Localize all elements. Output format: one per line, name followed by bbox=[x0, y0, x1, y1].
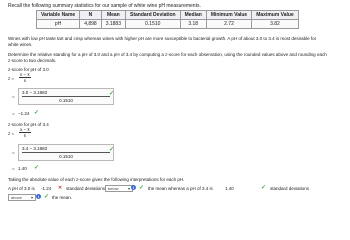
cell-max: 3.82 bbox=[252, 20, 299, 29]
header-variable-name: Variable Name bbox=[37, 11, 80, 20]
cell-sd: 0.1510 bbox=[126, 20, 181, 29]
zscore2-input-numerator: 3.4 − 3.1883 bbox=[22, 146, 48, 151]
zscore1-formula bbox=[19, 72, 31, 83]
interp-select2-check-icon: ✓ bbox=[44, 194, 50, 200]
interp-select1[interactable] bbox=[105, 185, 133, 192]
zscore2-z-label bbox=[8, 131, 14, 136]
zscore1-input-numerator: 3.0 − 3.1883 bbox=[22, 90, 48, 95]
zscore2-input-check-icon: ✓ bbox=[109, 147, 115, 153]
cell-variable: pH bbox=[37, 20, 80, 29]
zscore1-input-check-icon: ✓ bbox=[109, 91, 115, 97]
interp-value2[interactable]: 1.40 bbox=[225, 186, 234, 191]
intro-text: Recall the following summary statistics for our sample of white wine pH measurements. bbox=[8, 3, 201, 9]
interp-select2-value: above bbox=[11, 195, 22, 200]
paragraph-instructions-line2: z-score to two decimals. bbox=[8, 58, 57, 63]
interpretation-intro: Taking the absolute value of each z-score gives the following interpretations for each pH. bbox=[8, 177, 185, 182]
zscore1-title: z-score for pH of 3.0 bbox=[8, 67, 49, 72]
zscore2-input[interactable] bbox=[18, 144, 114, 161]
zscore1-equals-2: = bbox=[12, 94, 15, 99]
header-median: Median bbox=[180, 11, 206, 20]
interp-part2: standard deviations bbox=[66, 186, 106, 191]
header-maximum-value: Maximum Value bbox=[252, 11, 299, 20]
cell-min: 2.72 bbox=[206, 20, 251, 29]
zscore2-equals: = bbox=[11, 131, 15, 136]
cell-mean: 3.1883 bbox=[101, 20, 125, 29]
interp-select2-info-icon[interactable]: i bbox=[37, 194, 40, 199]
header-mean: Mean bbox=[101, 11, 125, 20]
interp-select2-chevron-down-icon: ▾ bbox=[30, 195, 33, 200]
header-standard-deviation: Standard Deviation bbox=[126, 11, 181, 20]
header-n: N bbox=[80, 11, 102, 20]
cell-median: 3.18 bbox=[180, 20, 206, 29]
zscore2-equals-3: = bbox=[12, 166, 15, 171]
zscore1-z-label bbox=[8, 76, 14, 81]
interp-part1: A pH of 3.0 is bbox=[8, 186, 35, 191]
zscore1-input[interactable] bbox=[18, 88, 114, 105]
zscore1-z: z bbox=[8, 76, 11, 81]
summary-header-row bbox=[37, 11, 299, 20]
zscore1-equals-3: = bbox=[12, 111, 15, 116]
zscore1-formula-numerator: x − x̄ bbox=[20, 72, 30, 77]
interp-part5: the mean. bbox=[52, 195, 73, 200]
interp-part4: standard deviations bbox=[270, 186, 310, 191]
interp-value1-cross-icon: ✕ bbox=[58, 185, 63, 191]
paragraph-instructions-line1: Determine the relative standing for a pH of 3.0 and a pH of 3.4 by computing a z-score for each observation, using the rounded values above and rounding each bbox=[8, 52, 327, 57]
paragraph-ph-line2: white wines. bbox=[8, 42, 33, 47]
paragraph-ph-line1: Wines with low pH taste tart and crisp whereas wines with higher pH are more susceptible to bacterial growth. A pH of about 3.0 to 3.4 is most desirable for bbox=[8, 36, 317, 41]
zscore1-formula-denominator: s bbox=[23, 78, 26, 83]
interp-select1-check-icon: ✓ bbox=[139, 185, 145, 191]
zscore2-equals-2: = bbox=[12, 150, 15, 155]
zscore2-title: z-score for pH of 3.4 bbox=[8, 122, 49, 127]
summary-table bbox=[36, 10, 299, 29]
interp-select1-info-icon[interactable]: i bbox=[132, 185, 135, 190]
zscore2-z: z bbox=[8, 131, 11, 136]
summary-row-ph bbox=[37, 20, 299, 29]
zscore1-input-denominator: 0.1510 bbox=[22, 96, 110, 103]
interp-part3: the mean whereas a pH of 3.4 is bbox=[148, 186, 213, 191]
header-minimum-value: Minimum Value bbox=[206, 11, 251, 20]
zscore1-result-check-icon: ✓ bbox=[34, 110, 40, 116]
zscore1-result: −1.24 bbox=[18, 111, 30, 116]
interp-select2[interactable] bbox=[8, 194, 36, 201]
zscore1-equals: = bbox=[11, 76, 15, 81]
zscore2-formula-numerator: x − x̄ bbox=[20, 127, 30, 132]
interp-select1-value: below bbox=[108, 186, 119, 191]
interp-value2-check-icon: ✓ bbox=[261, 185, 267, 191]
interp-value1[interactable]: -1.24 bbox=[41, 186, 52, 191]
zscore2-input-denominator: 0.1510 bbox=[22, 152, 110, 159]
cell-n: 4,898 bbox=[80, 20, 102, 29]
zscore2-formula bbox=[19, 127, 31, 138]
interp-select1-chevron-down-icon: ▾ bbox=[127, 186, 130, 191]
zscore2-formula-denominator: s bbox=[23, 133, 26, 138]
zscore2-result-check-icon: ✓ bbox=[34, 165, 40, 171]
zscore2-result: 1.40 bbox=[18, 166, 27, 171]
